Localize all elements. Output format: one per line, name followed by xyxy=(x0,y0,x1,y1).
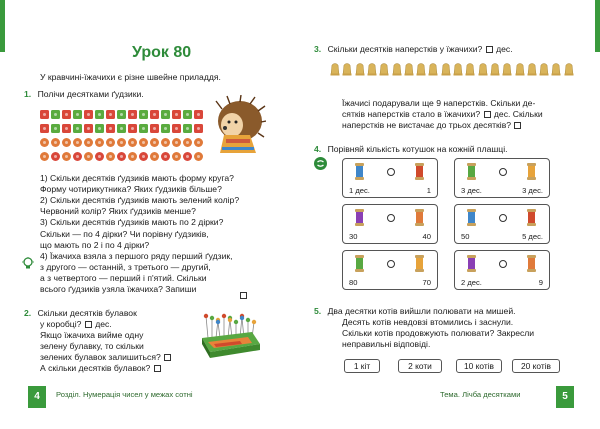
button-item xyxy=(51,124,60,133)
task-1 xyxy=(24,89,144,100)
button-item xyxy=(62,152,71,161)
page-number: 5 xyxy=(556,386,574,408)
pin-head xyxy=(246,318,250,322)
button-item xyxy=(117,110,126,119)
button-item xyxy=(40,138,49,147)
compare-circle[interactable] xyxy=(387,168,395,176)
task-5: 5. Два десятки котів вийшли полювати на мишей. xyxy=(314,306,516,316)
pin-item xyxy=(218,322,220,338)
spool-label-left: 3 дес. xyxy=(461,186,482,195)
answer-checkbox[interactable] xyxy=(240,292,247,299)
spool-item xyxy=(527,209,536,226)
button-item xyxy=(161,152,170,161)
button-item xyxy=(139,152,148,161)
button-item xyxy=(40,110,49,119)
spool-label-left: 2 дес. xyxy=(461,278,482,287)
button-item xyxy=(139,138,148,147)
intro-text: У кравчині-їжачихи є різне швейне приладдя. xyxy=(40,72,221,82)
task-text: Полічи десятками ґудзики. xyxy=(37,89,144,99)
button-item xyxy=(150,138,159,147)
compare-circle[interactable] xyxy=(499,168,507,176)
spool-box xyxy=(342,250,438,290)
spool-box xyxy=(454,204,550,244)
green-margin-bar xyxy=(0,0,5,52)
lesson-title: Урок 80 xyxy=(132,44,192,61)
button-item xyxy=(106,138,115,147)
question-line: 1) Скільки десятків ґудзиків мають форму круга? xyxy=(40,173,234,183)
button-item xyxy=(194,138,203,147)
button-item xyxy=(84,110,93,119)
button-item xyxy=(194,152,203,161)
button-item xyxy=(172,138,181,147)
spool-item xyxy=(415,209,424,226)
button-item xyxy=(161,124,170,133)
button-item xyxy=(172,152,181,161)
button-item xyxy=(106,124,115,133)
lightbulb-icon xyxy=(22,257,34,270)
answer-option-1[interactable]: 1 кіт xyxy=(344,359,380,373)
thimble-item xyxy=(453,62,463,76)
task-4: 4. Порівняй кількість котушок на кожній плашці. xyxy=(314,144,508,154)
answer-checkbox[interactable] xyxy=(484,111,491,118)
spool-label-left: 50 xyxy=(461,232,470,241)
task-5-line-4: неправильні відповіді. xyxy=(342,339,431,349)
button-item xyxy=(161,110,170,119)
button-item xyxy=(150,110,159,119)
pin-head xyxy=(216,320,220,324)
button-item xyxy=(117,124,126,133)
button-item xyxy=(117,152,126,161)
question-line: а з четвертого — перший і п'ятий. Скільки xyxy=(40,272,207,283)
task-2-line-4: зелену булавку, то скільки xyxy=(40,341,144,351)
right-page xyxy=(300,0,600,429)
pin-head xyxy=(234,320,238,324)
button-item xyxy=(150,124,159,133)
question-line: з другого — останній, з третього — другий, xyxy=(40,261,211,272)
spool-item xyxy=(415,163,424,180)
compare-circle[interactable] xyxy=(387,214,395,222)
button-item xyxy=(51,152,60,161)
answer-checkbox[interactable] xyxy=(486,46,493,53)
question-line: Скільки — по 4 дірки? Чи порівну ґудзиків, xyxy=(40,228,209,239)
button-item xyxy=(62,124,71,133)
thimble-item xyxy=(342,62,352,76)
spool-label-right: 5 дес. xyxy=(522,232,543,241)
task-number: 4. xyxy=(314,144,322,154)
spool-item xyxy=(355,255,364,272)
button-item xyxy=(84,124,93,133)
thimble-item xyxy=(539,62,549,76)
button-item xyxy=(128,124,137,133)
thimble-item xyxy=(478,62,488,76)
question-line: всього ґудзиків узяла їжачиха? Запиши xyxy=(40,284,197,294)
hedgehog-illustration xyxy=(210,95,266,157)
button-item xyxy=(139,124,148,133)
button-item xyxy=(150,152,159,161)
pin-head xyxy=(252,320,256,324)
button-item xyxy=(128,110,137,119)
thimble-item xyxy=(527,62,537,76)
button-item xyxy=(95,110,104,119)
cycle-icon xyxy=(314,157,327,170)
answer-option-4[interactable]: 20 котів xyxy=(512,359,560,373)
button-item xyxy=(62,138,71,147)
task-2 xyxy=(24,308,137,319)
button-item xyxy=(194,124,203,133)
button-item xyxy=(40,124,49,133)
thimble-item xyxy=(515,62,525,76)
thimble-item xyxy=(564,62,574,76)
thimble-item xyxy=(465,62,475,76)
pin-head xyxy=(228,318,232,322)
page-number: 4 xyxy=(28,386,46,408)
button-item xyxy=(117,138,126,147)
question-line: Червоний колір? Яких ґудзиків менше? xyxy=(40,206,196,217)
button-item xyxy=(183,124,192,133)
thimble-item xyxy=(330,62,340,76)
button-item xyxy=(183,138,192,147)
spool-label-left: 1 дес. xyxy=(349,186,370,195)
button-item xyxy=(73,138,82,147)
button-item xyxy=(73,124,82,133)
button-item xyxy=(161,138,170,147)
task-3-line-3: наперстків не вистачає до трьох десятків? xyxy=(342,120,522,131)
compare-circle[interactable] xyxy=(499,214,507,222)
answer-checkbox[interactable] xyxy=(164,354,171,361)
button-item xyxy=(128,152,137,161)
pin-head xyxy=(204,314,208,318)
spool-item xyxy=(355,209,364,226)
question-line: 3) Скільки десятків ґудзиків мають по 2 дірки? xyxy=(40,217,224,228)
thimble-item xyxy=(367,62,377,76)
spool-label-left: 80 xyxy=(349,278,358,287)
button-item xyxy=(172,110,181,119)
button-item xyxy=(84,152,93,161)
button-item xyxy=(84,138,93,147)
spool-label-right: 1 xyxy=(426,186,431,195)
button-item xyxy=(51,110,60,119)
thimble-item xyxy=(502,62,512,76)
pin-head xyxy=(240,316,244,320)
spool-box xyxy=(454,158,550,198)
question-line: 4) Їжачиха взяла з першого ряду перший ґудзик, xyxy=(40,250,233,261)
thimble-item xyxy=(392,62,402,76)
task-2-line-5: зелених булавок залишиться? xyxy=(40,352,172,363)
question-line: що мають по 2 і по 4 дірки? xyxy=(40,239,150,250)
spool-box xyxy=(342,158,438,198)
pin-box-illustration xyxy=(200,308,262,360)
button-item xyxy=(106,110,115,119)
answer-checkbox[interactable] xyxy=(514,122,521,129)
task-number: 3. xyxy=(314,44,322,54)
spool-item xyxy=(467,255,476,272)
button-item xyxy=(95,152,104,161)
button-item xyxy=(183,152,192,161)
answer-checkbox[interactable] xyxy=(154,365,161,372)
task-2-line-6: А скільки десятків булавок? xyxy=(40,363,162,374)
task-2-line-2: у коробці? дес. xyxy=(40,319,112,329)
button-item xyxy=(194,110,203,119)
spool-label-right: 40 xyxy=(422,232,431,241)
button-item xyxy=(128,138,137,147)
spool-item xyxy=(355,163,364,180)
thimble-item xyxy=(416,62,426,76)
button-item xyxy=(62,110,71,119)
task-3: 3. Скільки десятків наперстків у їжачихи? дес. xyxy=(314,44,513,54)
spool-label-right: 9 xyxy=(538,278,543,287)
spool-item xyxy=(467,163,476,180)
button-item xyxy=(51,138,60,147)
pin-item xyxy=(206,316,208,338)
button-item xyxy=(183,110,192,119)
thimble-item xyxy=(490,62,500,76)
button-item xyxy=(106,152,115,161)
spool-label-right: 3 дес. xyxy=(522,186,543,195)
answer-option-3[interactable]: 10 котів xyxy=(456,359,502,373)
spool-item xyxy=(467,209,476,226)
task-5-line-2: Десять котів невдовзі втомились і заснули. xyxy=(342,317,514,327)
spool-box xyxy=(454,250,550,290)
spool-label-left: 30 xyxy=(349,232,358,241)
task-number: 2. xyxy=(24,308,32,318)
pin-head xyxy=(222,314,226,318)
footer-section: Розділ. Нумерація чисел у межах сотні xyxy=(56,390,193,399)
button-item xyxy=(95,138,104,147)
spool-box xyxy=(342,204,438,244)
answer-checkbox[interactable] xyxy=(85,321,92,328)
footer-topic: Тема. Лічба десятками xyxy=(440,390,521,399)
spool-item xyxy=(527,163,536,180)
green-margin-bar xyxy=(595,0,600,52)
thimble-item xyxy=(441,62,451,76)
question-line: 2) Скільки десятків ґудзиків мають зелений колір? xyxy=(40,195,240,206)
button-item xyxy=(40,152,49,161)
button-item xyxy=(139,110,148,119)
thimble-item xyxy=(428,62,438,76)
thimble-item xyxy=(551,62,561,76)
spool-item xyxy=(415,255,424,272)
button-item xyxy=(95,124,104,133)
spool-item xyxy=(527,255,536,272)
thimble-item xyxy=(379,62,389,76)
task-number: 5. xyxy=(314,306,322,316)
button-item xyxy=(172,124,181,133)
compare-circle[interactable] xyxy=(499,260,507,268)
task-3-line-2: сятків наперстків стало в їжачихи? дес. Скільки xyxy=(342,109,543,119)
task-2-line-3: Якщо їжачиха вийме одну xyxy=(40,330,144,340)
task-3-line-1: Їжачисі подарували ще 9 наперстків. Скільки де- xyxy=(342,98,536,108)
thimble-item xyxy=(404,62,414,76)
thimble-item xyxy=(355,62,365,76)
task-number: 1. xyxy=(24,89,32,99)
spool-label-right: 70 xyxy=(422,278,431,287)
pin-head xyxy=(210,316,214,320)
answer-option-2[interactable]: 2 коти xyxy=(398,359,442,373)
task-5-line-3: Скільки котів продовжують полювати? Закресли xyxy=(342,328,535,338)
button-item xyxy=(73,110,82,119)
task-2-line-1: Скільки десятків булавок xyxy=(37,308,137,318)
button-item xyxy=(73,152,82,161)
question-line: Форму чотирикутника? Яких ґудзиків більше? xyxy=(40,184,222,195)
compare-circle[interactable] xyxy=(387,260,395,268)
